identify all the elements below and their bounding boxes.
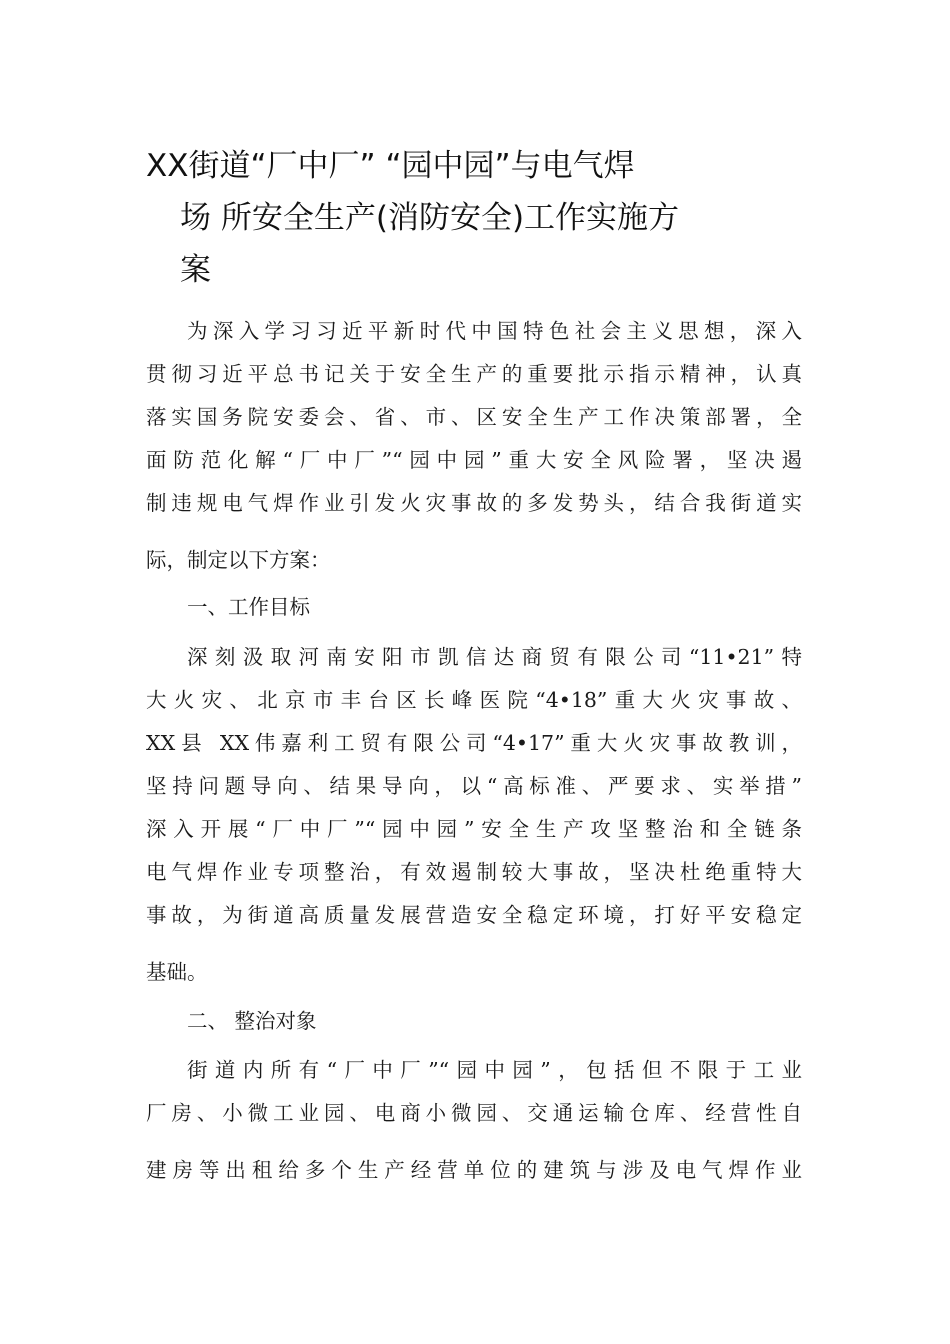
intro-paragraph	[146, 310, 802, 582]
intro-line: 面防范化解“厂中厂”“园中园”重大安全风险署，坚决遏	[146, 448, 802, 472]
intro-line: 制违规电气焊作业引发火灾事故的多发势头，结合我街道实	[146, 491, 802, 515]
section-1-line: 深刻汲取河南安阳市凯信达商贸有限公司“11•21”特	[187, 645, 802, 669]
section-1-heading: 一、工作目标	[187, 595, 310, 619]
intro-line: 为深入学习习近平新时代中国特色社会主义思想，深入	[187, 319, 802, 343]
section-1-line: 深入开展“厂中厂”“园中园”安全生产攻坚整治和全链条	[146, 817, 802, 841]
section-1-line: XX县 XX伟嘉利工贸有限公司“4•17”重大火灾事故教训，	[146, 731, 802, 755]
intro-line: 贯彻习近平总书记关于安全生产的重要批示指示精神，认真	[146, 362, 802, 386]
title-line-2: 场 所安全生产(消防安全)工作实施方	[180, 200, 680, 236]
section-1-line: 事故，为街道高质量发展营造安全稳定环境，打好平安稳定	[146, 903, 802, 927]
intro-line: 落实国务院安委会、省、市、区安全生产工作决策部署，全	[146, 405, 802, 429]
section-1-line: 坚持问题导向、结果导向，以“高标准、严要求、实举措”	[146, 774, 802, 798]
section-2-line: 建房等出租给多个生产经营单位的建筑与涉及电气焊作业	[146, 1158, 802, 1182]
title-line-1: XX街道“厂中厂” “园中园”与电气焊	[146, 148, 635, 184]
section-2-line: 街道内所有“厂中厂”“园中园”，包括但不限于工业	[187, 1058, 802, 1082]
section-1-paragraph	[146, 636, 802, 994]
section-1-line: 大火灾、北京市丰台区长峰医院“4•18”重大火灾事故、	[146, 688, 802, 712]
section-1-line: 基础。	[146, 960, 208, 984]
section-2-heading: 二、 整治对象	[187, 1009, 317, 1033]
title-line-3: 案	[180, 252, 211, 288]
section-2-line: 厂房、小微工业园、电商小微园、交通运输仓库、经营性自	[146, 1101, 802, 1125]
section-1-line: 电气焊作业专项整治，有效遏制较大事故，坚决杜绝重特大	[146, 860, 802, 884]
section-2-paragraph	[146, 1049, 802, 1192]
intro-line: 际，制定以下方案：	[146, 548, 331, 572]
document-title	[146, 140, 806, 296]
